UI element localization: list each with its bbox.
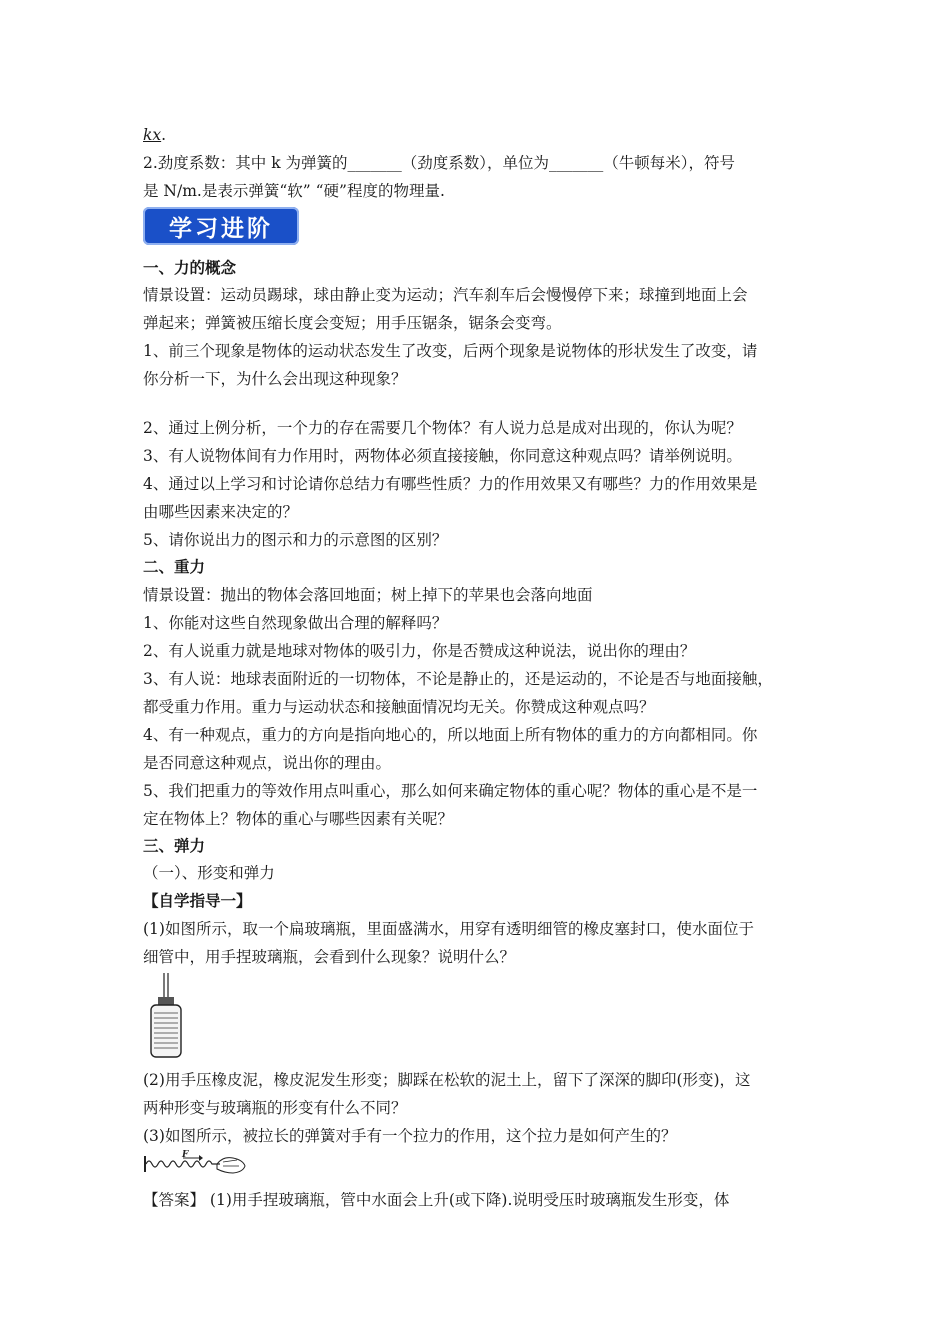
section1-line: 由哪些因素来决定的？ <box>143 503 299 521</box>
section-heading-elastic: 三、弹力 <box>143 837 206 855</box>
rubber-stopper <box>158 997 174 1005</box>
section1-line: 你分析一下，为什么会出现这种现象？ <box>143 370 407 388</box>
section2-line: 3、有人说：地球表面附近的一切物体，不论是静止的，还是运动的，不论是否与地面接触， <box>143 670 773 688</box>
section2-line: 2、有人说重力就是地球对物体的吸引力，你是否赞成这种说法，说出你的理由？ <box>143 642 696 660</box>
formula-kx: kx <box>143 126 162 144</box>
subsection-title: （一）、形变和弹力 <box>143 864 275 882</box>
formula-period: . <box>161 126 167 144</box>
question-1-line-1: (1)如图所示，取一个扁玻璃瓶，里面盛满水，用穿有透明细管的橡皮塞封口，使水面位于 <box>143 920 754 938</box>
self-study-guide: 【自学指导一】 <box>143 892 252 910</box>
glass-bottle-figure <box>147 973 187 1059</box>
hand-outline <box>217 1158 245 1173</box>
question-2-line-2: 两种形变与玻璃瓶的形变有什么不同？ <box>143 1099 407 1117</box>
section2-line: 5、我们把重力的等效作用点叫重心，那么如何来确定物体的重心呢？物体的重心是不是一 <box>143 782 758 800</box>
force-arrow-head <box>199 1155 203 1161</box>
question-2-line-1: (2)用手压橡皮泥，橡皮泥发生形变；脚踩在松软的泥土上，留下了深深的脚印(形变)，这 <box>143 1071 751 1089</box>
section2-line: 4、有一种观点，重力的方向是指向地心的，所以地面上所有物体的重力的方向都相同。你 <box>143 726 758 744</box>
section-heading-force: 一、力的概念 <box>143 259 237 277</box>
section2-line: 定在物体上？物体的重心与哪些因素有关呢？ <box>143 810 454 828</box>
formula-fragment <box>143 125 166 145</box>
section2-line: 是否同意这种观点，说出你的理由。 <box>143 754 392 772</box>
hand-fingers <box>223 1160 239 1166</box>
question-3-line: (3)如图所示，被拉长的弹簧对手有一个拉力的作用，这个拉力是如何产生的？ <box>143 1127 677 1145</box>
section1-line: 情景设置：运动员踢球，球由静止变为运动；汽车刹车后会慢慢停下来；球撞到地面上会 <box>143 286 748 304</box>
stiffness-line-2: 是 N/m.是表示弹簧“软” “硬”程度的物理量. <box>143 182 445 200</box>
stiffness-line-1: 2.劲度系数：其中 k 为弹簧的_______（劲度系数），单位为_______（牛顿每米），符号 <box>143 154 736 172</box>
section1-line: 弹起来；弹簧被压缩长度会变短；用手压锯条，锯条会变弯。 <box>143 314 562 332</box>
question-1-line-2: 细管中，用手捏玻璃瓶，会看到什么现象？说明什么？ <box>143 948 516 966</box>
spring-coil <box>146 1161 220 1167</box>
section-heading-gravity: 二、重力 <box>143 558 206 576</box>
section2-line: 1、你能对这些自然现象做出合理的解释吗？ <box>143 614 448 632</box>
section1-line: 5、请你说出力的图示和力的示意图的区别？ <box>143 531 448 549</box>
answer-line: 【答案】 (1)用手捏玻璃瓶，管中水面会上升(或下降).说明受压时玻璃瓶发生形变，体 <box>143 1191 730 1209</box>
section2-line: 情景设置：抛出的物体会落回地面；树上掉下的苹果也会落向地面 <box>143 586 593 604</box>
spring-hand-figure <box>143 1150 248 1178</box>
section1-line: 2、通过上例分析，一个力的存在需要几个物体？有人说力总是成对出现的，你认为呢？ <box>143 419 742 437</box>
force-label-f: F <box>182 1150 189 1160</box>
section1-line: 3、有人说物体间有力作用时，两物体必须直接接触，你同意这种观点吗？请举例说明。 <box>143 447 742 465</box>
section1-line: 1、前三个现象是物体的运动状态发生了改变，后两个现象是说物体的形状发生了改变，请 <box>143 342 758 360</box>
study-advance-banner <box>143 207 299 245</box>
section2-line: 都受重力作用。重力与运动状态和接触面情况均无关。你赞成这种观点吗？ <box>143 698 655 716</box>
section1-line: 4、通过以上学习和讨论请你总结力有哪些性质？力的作用效果又有哪些？力的作用效果是 <box>143 475 758 493</box>
banner-title: 学习进阶 <box>169 215 273 242</box>
